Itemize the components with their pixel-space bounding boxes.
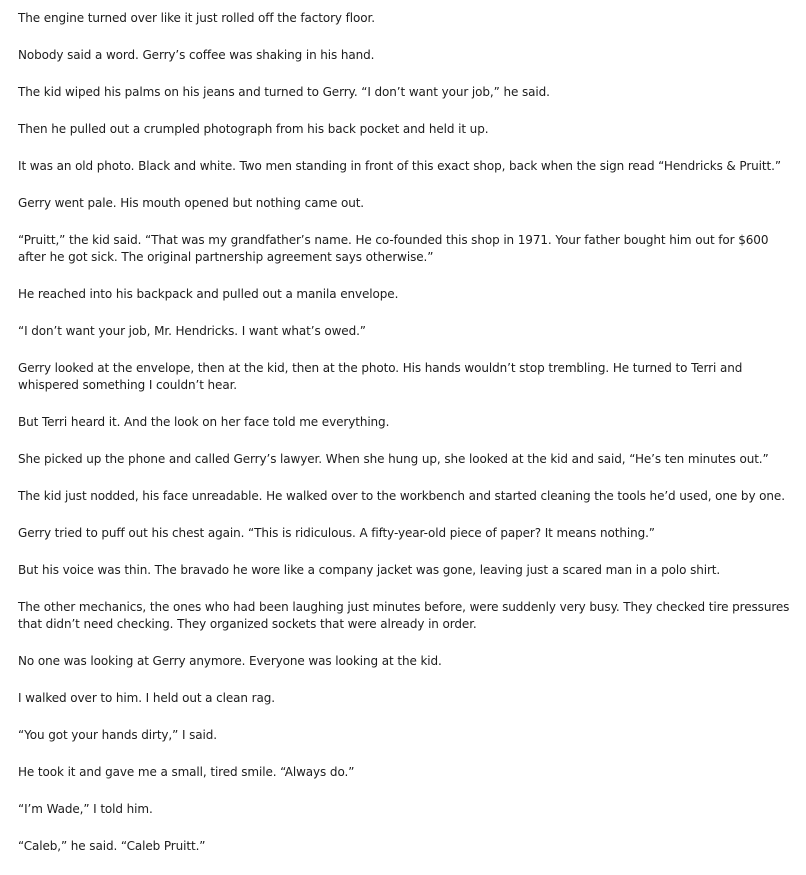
paragraph: But Terri heard it. And the look on her face told me everything. xyxy=(18,415,390,429)
paragraph: “You got your hands dirty,” I said. xyxy=(18,728,218,742)
paragraph: But his voice was thin. The bravado he wore like a company jacket was gone, leaving just a scared man in a polo shirt. xyxy=(18,563,721,577)
paragraph: No one was looking at Gerry anymore. Everyone was looking at the kid. xyxy=(18,654,442,668)
paragraph: “Caleb,” he said. “Caleb Pruitt.” xyxy=(18,839,206,853)
story-text xyxy=(18,10,790,875)
paragraph: She picked up the phone and called Gerry’s lawyer. When she hung up, she looked at the kid and said, “He’s ten minutes out.” xyxy=(18,452,769,466)
paragraph: The kid just nodded, his face unreadable. He walked over to the workbench and started cleaning the tools he’d used, one by one. xyxy=(18,489,785,503)
paragraph: Gerry tried to puff out his chest again. “This is ridiculous. A fifty-year-old piece of paper? It means nothing.” xyxy=(18,526,655,540)
paragraph: “I’m Wade,” I told him. xyxy=(18,802,153,816)
paragraph: The engine turned over like it just rolled off the factory floor. xyxy=(18,11,375,25)
paragraph: I walked over to him. I held out a clean rag. xyxy=(18,691,275,705)
paragraph: Gerry went pale. His mouth opened but nothing came out. xyxy=(18,196,365,210)
paragraph: Then he pulled out a crumpled photograph from his back pocket and held it up. xyxy=(18,122,489,136)
paragraph: He reached into his backpack and pulled out a manila envelope. xyxy=(18,287,399,301)
paragraph: He took it and gave me a small, tired smile. “Always do.” xyxy=(18,765,355,779)
paragraph: “Pruitt,” the kid said. “That was my grandfather’s name. He co-founded this shop in 1971. Your father bought him out for $600 after he got sick. The original partnership agreement says otherwise.” xyxy=(18,233,769,264)
paragraph: “I don’t want your job, Mr. Hendricks. I want what’s owed.” xyxy=(18,324,366,338)
paragraph: Gerry looked at the envelope, then at the kid, then at the photo. His hands wouldn’t stop trembling. He turned to Terri and whispered something I couldn’t hear. xyxy=(18,361,743,392)
paragraph: The kid wiped his palms on his jeans and turned to Gerry. “I don’t want your job,” he said. xyxy=(18,85,550,99)
paragraph: It was an old photo. Black and white. Two men standing in front of this exact shop, back when the sign read “Hendricks & Pruitt.” xyxy=(18,159,781,173)
paragraph: The other mechanics, the ones who had been laughing just minutes before, were suddenly very busy. They checked tire pressures that didn’t need checking. They organized sockets that were already in order. xyxy=(18,600,790,631)
paragraph: Nobody said a word. Gerry’s coffee was shaking in his hand. xyxy=(18,48,375,62)
